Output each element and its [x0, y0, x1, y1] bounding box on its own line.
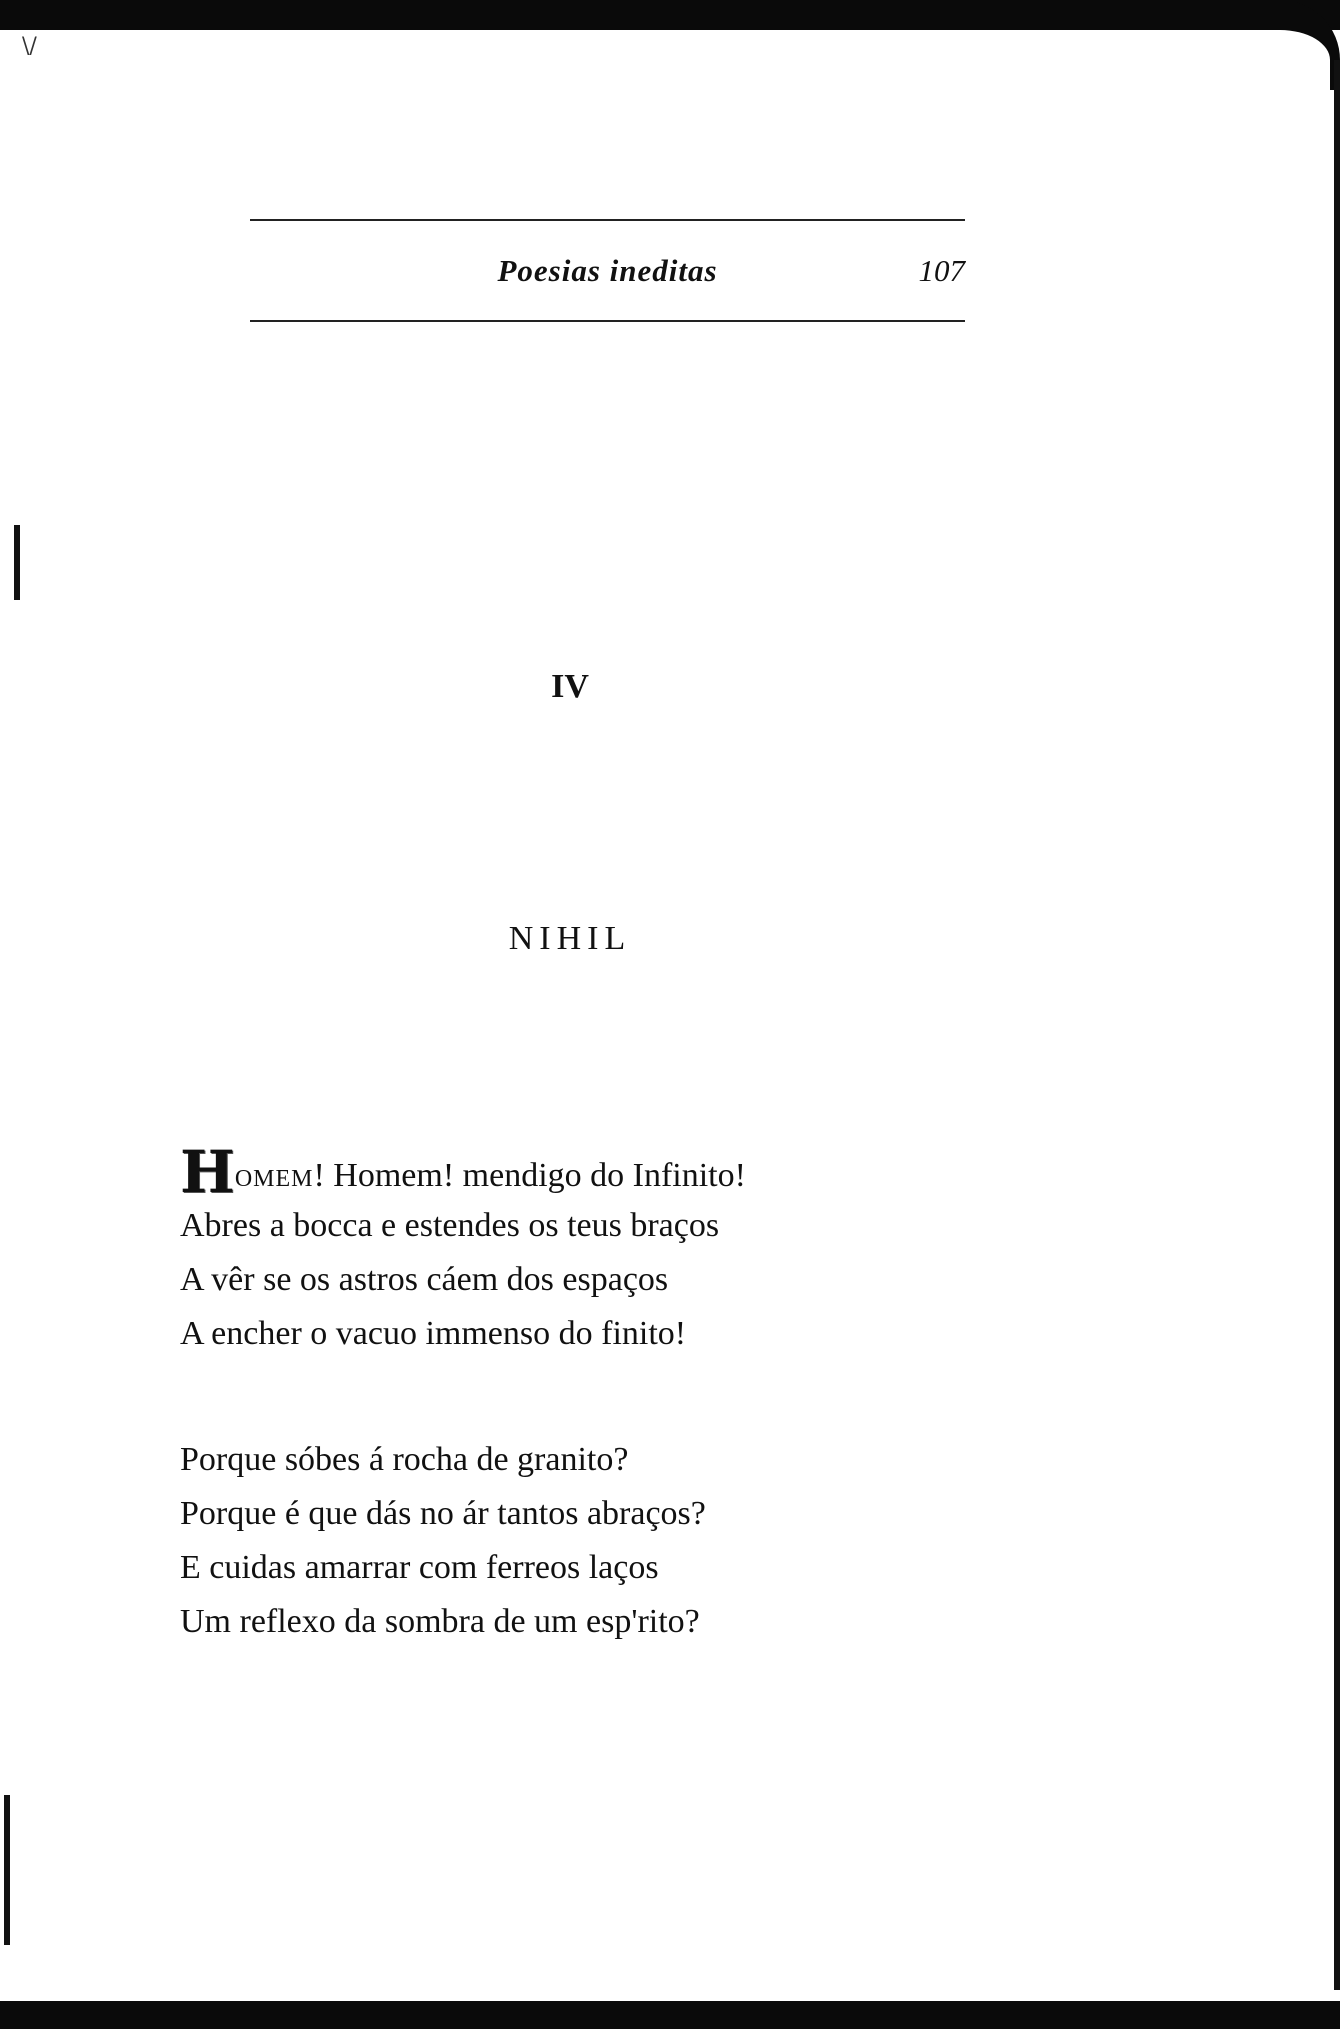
- poem-line: A encher o vacuo immenso do finito!: [180, 1315, 687, 1352]
- poem-line: E cuidas amarrar com ferreos laços: [180, 1549, 659, 1586]
- poem-line: A vêr se os astros cáem dos espaços: [180, 1261, 669, 1298]
- page-border-right: [1334, 60, 1340, 1990]
- poem-line: Porque sóbes á rocha de granito?: [180, 1441, 629, 1478]
- page-border-bottom: [0, 2001, 1340, 2029]
- poem-line-text: ! Homem! mendigo do Infinito!: [313, 1157, 746, 1194]
- poem-line: Um reflexo da sombra de um esp'rito?: [180, 1603, 700, 1640]
- running-title: Poesias ineditas: [497, 253, 718, 288]
- stanza-2: [180, 1433, 706, 1649]
- poem-line: Porque é que dás no ár tantos abraços?: [180, 1495, 706, 1532]
- left-edge-mark: [14, 525, 20, 600]
- poem-line: Abres a bocca e estendes os teus braços: [180, 1207, 720, 1244]
- poem-title: NIHIL: [508, 920, 632, 957]
- left-edge-mark: [4, 1795, 10, 1945]
- page-number: 107: [918, 253, 965, 288]
- corner-mark: \/: [22, 34, 37, 59]
- small-caps-word: OMEM: [234, 1166, 314, 1192]
- stanza-1: [180, 1138, 746, 1361]
- page-border-top: [0, 0, 1340, 30]
- drop-cap: H: [180, 1138, 235, 1206]
- header-rule-bottom: [250, 320, 965, 322]
- poem-line: [180, 1138, 746, 1206]
- header-rule-top: [250, 219, 965, 221]
- section-numeral: IV: [551, 668, 589, 705]
